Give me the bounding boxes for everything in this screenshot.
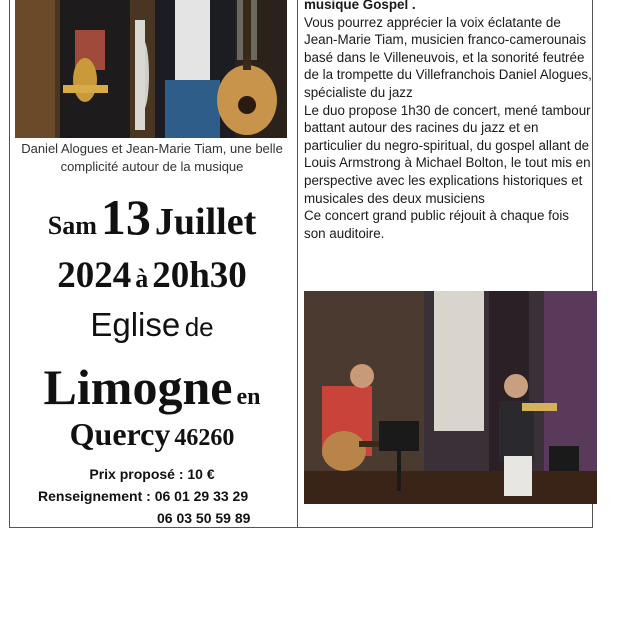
event-description	[304, 0, 594, 242]
info-phone-2: 06 03 50 59 89	[157, 510, 251, 526]
place: Eglise	[90, 306, 181, 343]
town: Limogne	[43, 359, 233, 415]
info-phone-1: Renseignement : 06 01 29 33 29	[38, 488, 249, 504]
event-date	[14, 188, 290, 246]
year: 2024	[57, 255, 132, 296]
concert-illustration	[304, 291, 597, 504]
photo-caption: Daniel Alogues et Jean-Marie Tiam, une belle complicité autour de la musique	[21, 141, 283, 174]
venue-region	[14, 416, 290, 453]
column-divider	[297, 0, 298, 528]
day-name: Sam	[47, 211, 97, 240]
time: 20h30	[152, 255, 247, 296]
description-intro: musique Gospel .	[304, 0, 416, 12]
time-connector: à	[135, 264, 149, 293]
price-text: Prix proposé : 10 €	[89, 466, 215, 482]
event-time	[14, 254, 290, 297]
concert-photo-bottom	[304, 291, 597, 504]
description-paragraph-2: Le duo propose 1h30 de concert, mené tambour battant autour des racines du jazz et en particulier du negro-spiritual, du gospel allant de Louis Armstrong à Michael Bolton, le tout mis en perspective avec les explications historiques et musicales des deux musiciens	[304, 102, 591, 206]
month: Juillet	[154, 201, 257, 243]
description-paragraph-3: Ce concert grand public réjouit à chaque fois son auditoire.	[304, 208, 569, 241]
musicians-photo-top	[15, 0, 287, 138]
venue-town	[14, 358, 290, 416]
region: Quercy	[69, 416, 171, 452]
day-number: 13	[100, 189, 151, 245]
postcode: 46260	[174, 425, 235, 451]
venue-place	[14, 306, 290, 344]
place-connector: de	[184, 312, 214, 342]
musicians-illustration	[15, 0, 287, 138]
description-paragraph-1: Vous pourrez apprécier la voix éclatante de Jean-Marie Tiam, musicien franco-camerounais basé dans le Villeneuvois, et la sonorité feutrée de la trompette du Villefranchois Daniel Alogues, spécialiste du jazz	[304, 14, 592, 100]
town-connector: en	[236, 384, 261, 410]
